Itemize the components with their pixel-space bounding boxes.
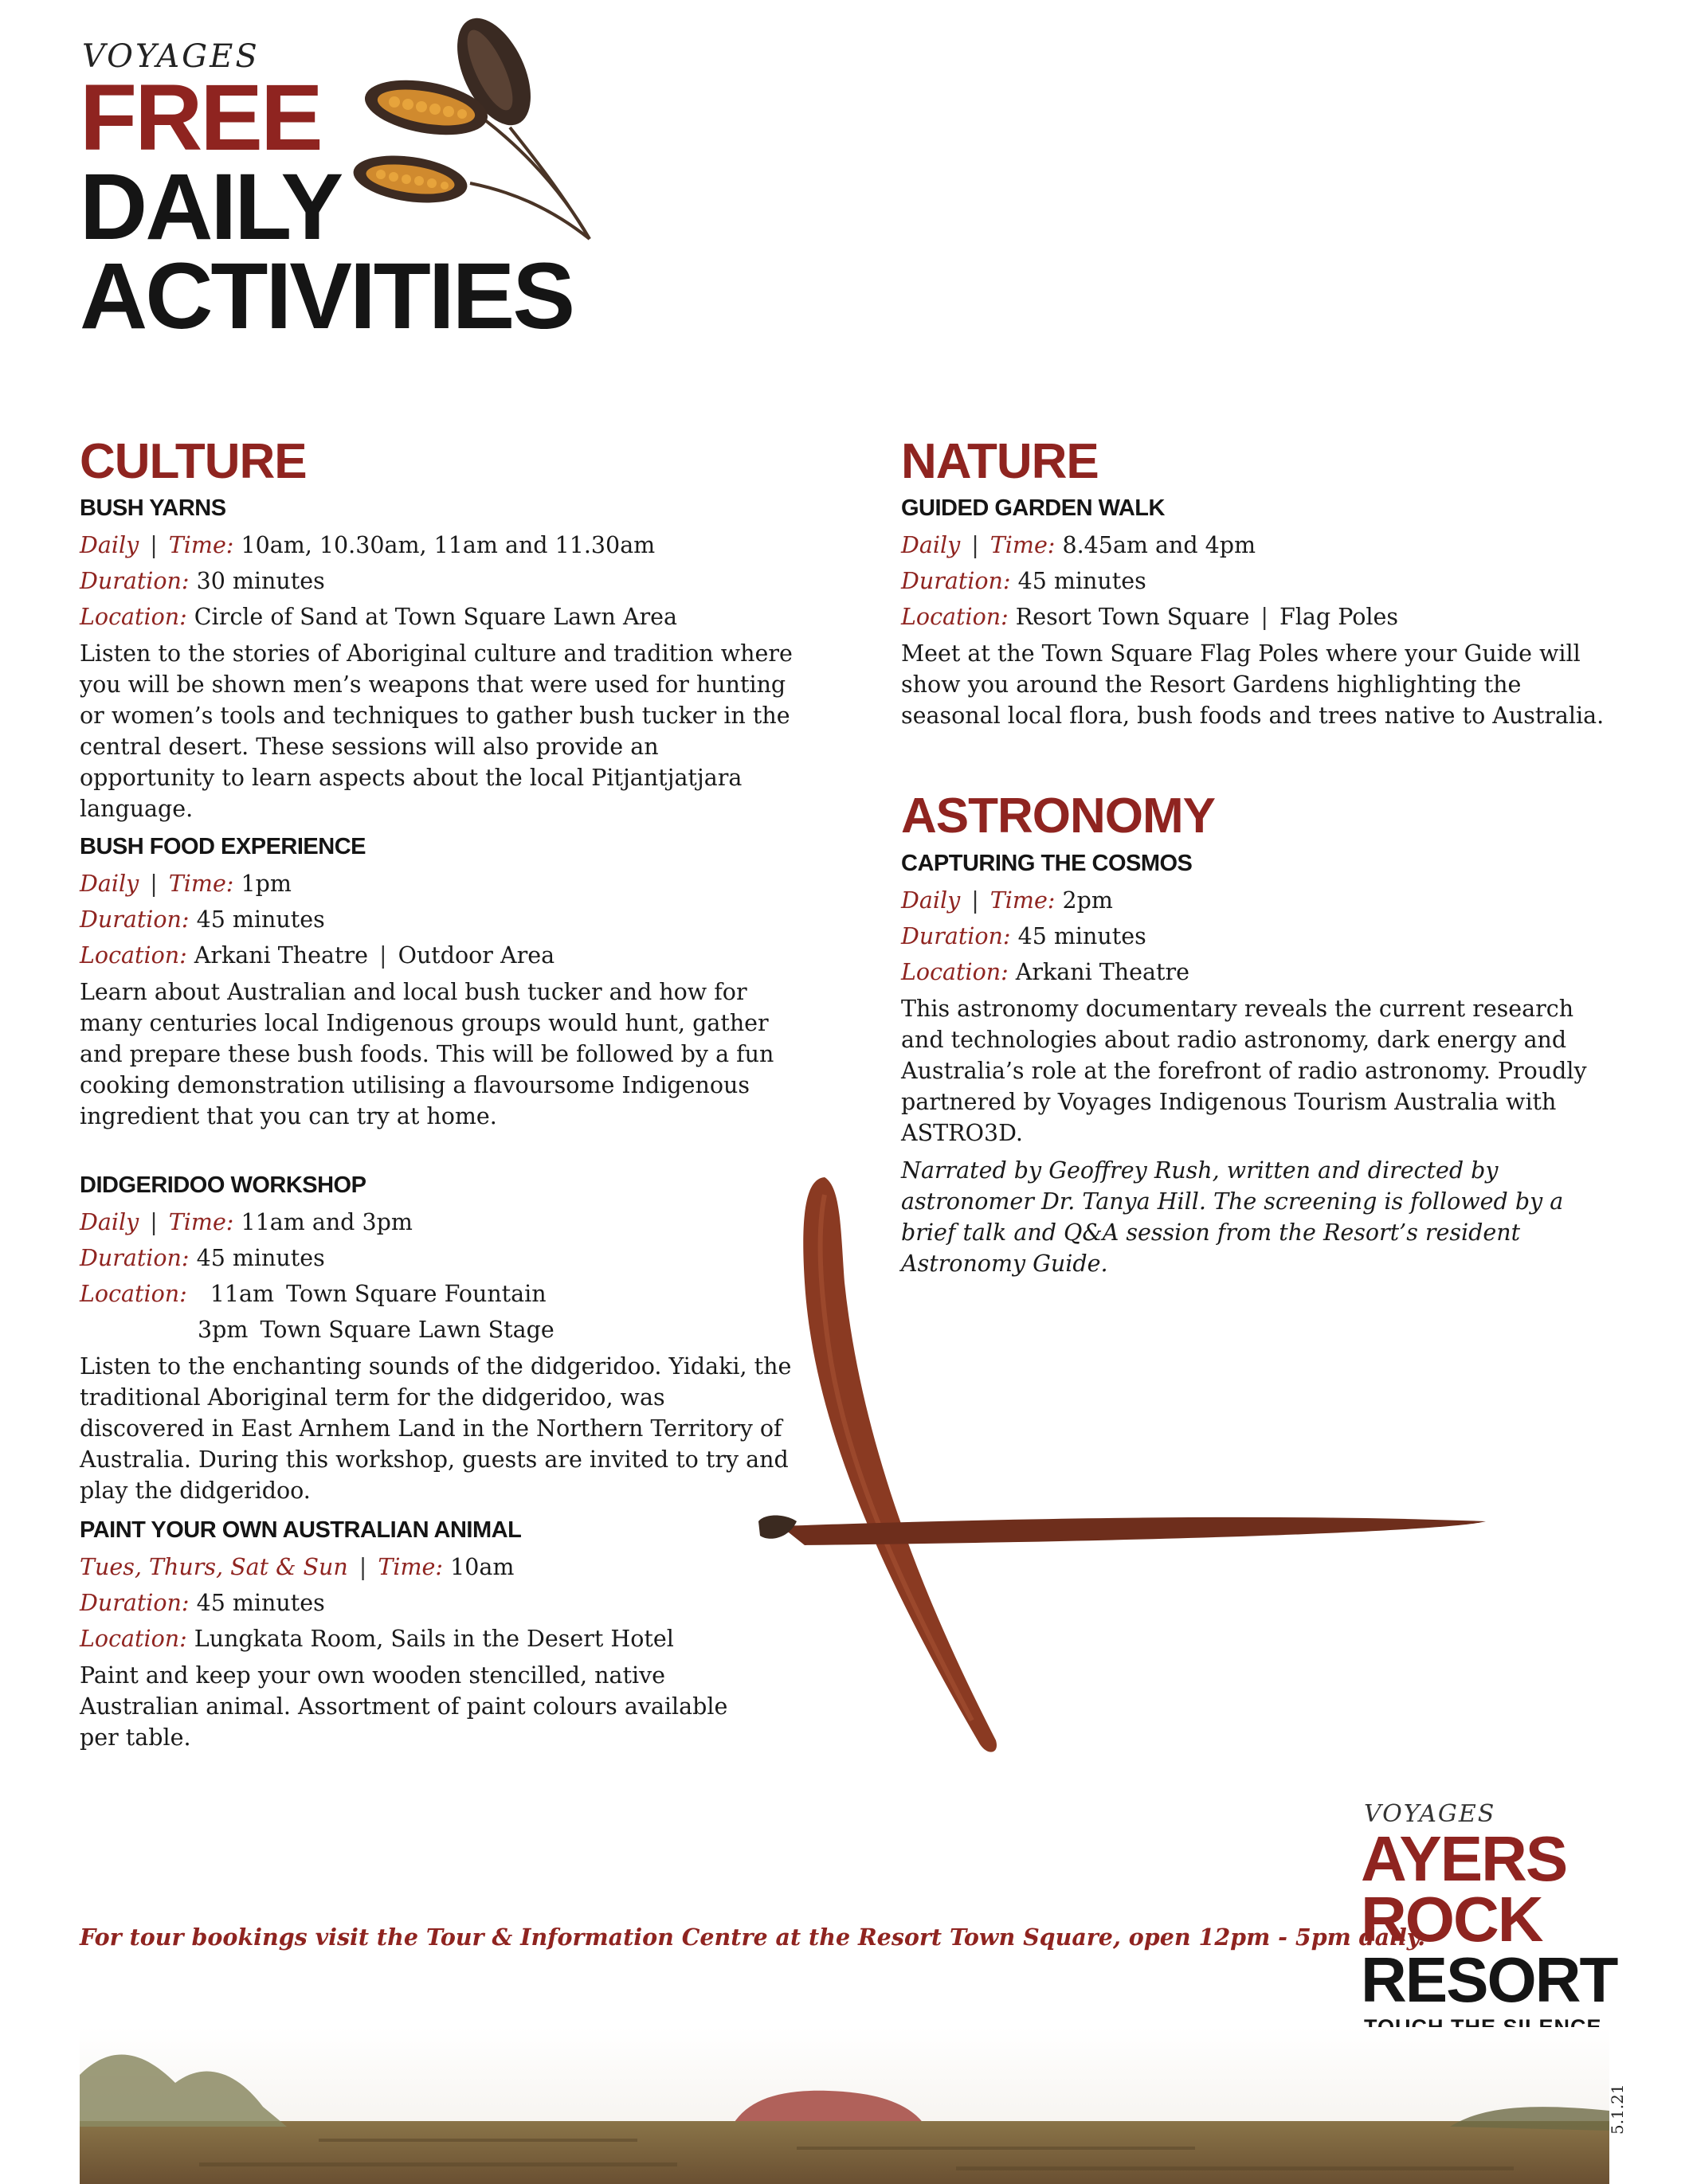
duration-line xyxy=(901,563,1618,599)
brand-voyages: VOYAGES xyxy=(82,38,260,75)
separator: | xyxy=(971,532,979,558)
schedule-line xyxy=(901,527,1618,563)
location-label: Location: xyxy=(80,604,187,630)
location-line xyxy=(80,599,797,635)
location-1-place: Town Square Fountain xyxy=(286,1281,547,1307)
duration-value: 45 minutes xyxy=(1017,923,1146,949)
location-2-place: Town Square Lawn Stage xyxy=(260,1317,555,1343)
duration-label: Duration: xyxy=(80,1245,190,1271)
activity-description: Paint and keep your own wooden stencilled, native Australian animal. Assortment of paint colours available per table. xyxy=(80,1662,728,1751)
location-value: Circle of Sand at Town Square Lawn Area xyxy=(194,604,678,630)
daily-label: Daily xyxy=(901,887,961,914)
schedule-line xyxy=(80,866,797,902)
location-label: Location: xyxy=(901,604,1009,630)
nature-heading: NATURE xyxy=(901,434,1099,489)
location-line xyxy=(901,954,1618,990)
activity-title: CAPTURING THE COSMOS xyxy=(901,851,1193,876)
daily-label: Daily xyxy=(80,532,139,558)
location-value-a: Arkani Theatre xyxy=(194,942,368,969)
activity-description: Learn about Australian and local bush tucker and how for many centuries local Indigenous groups would hunt, gather and prepare these bush foods. This will be followed by a fun cooking demonstration utilising a flavoursome Indigenous ingredient that you can try at home. xyxy=(80,979,774,1129)
time-value: 2pm xyxy=(1062,887,1113,914)
duration-value: 45 minutes xyxy=(196,1245,325,1271)
duration-value: 45 minutes xyxy=(1017,568,1146,594)
location-value: Arkani Theatre xyxy=(1015,959,1189,985)
separator: | xyxy=(971,887,979,914)
separator: | xyxy=(150,532,158,558)
location-line xyxy=(80,1276,797,1312)
location-value-b: Flag Poles xyxy=(1279,604,1399,630)
activity-title: PAINT YOUR OWN AUSTRALIAN ANIMAL xyxy=(80,1517,522,1543)
culture-heading: CULTURE xyxy=(80,434,307,489)
location-label: Location: xyxy=(80,1281,187,1307)
duration-label: Duration: xyxy=(901,568,1011,594)
resort-logo-resort: RESORT xyxy=(1361,1944,1617,2015)
daily-label: Daily xyxy=(901,532,961,558)
location-value: Lungkata Room, Sails in the Desert Hotel xyxy=(194,1626,674,1652)
time-label: Time: xyxy=(989,532,1056,558)
activity-paint-animal xyxy=(80,1516,797,1753)
time-value: 10am xyxy=(450,1554,515,1580)
activity-description: Listen to the enchanting sounds of the didgeridoo. Yidaki, the traditional Aboriginal term for the didgeridoo, was discovered in East Arnhem Land in the Northern Territory of Australia. During this workshop, guests are invited to try and play the didgeridoo. xyxy=(80,1353,792,1504)
duration-line xyxy=(80,563,797,599)
location-1-time: 11am xyxy=(210,1281,275,1307)
duration-label: Duration: xyxy=(901,923,1011,949)
activity-title: GUIDED GARDEN WALK xyxy=(901,495,1165,521)
time-value: 10am, 10.30am, 11am and 11.30am xyxy=(241,532,656,558)
boomerang-spear-illustration xyxy=(757,1171,1498,1760)
location-line xyxy=(80,1621,797,1657)
activity-bush-yarns xyxy=(80,494,797,824)
activity-description: Meet at the Town Square Flag Poles where your Guide will show you around the Resort Gardens highlighting the seasonal local flora, bush foods and trees native to Australia. xyxy=(901,640,1605,729)
location-label: Location: xyxy=(901,959,1009,985)
resort-logo-ayers: AYERS xyxy=(1361,1823,1567,1894)
activity-title: BUSH FOOD EXPERIENCE xyxy=(80,834,366,859)
schedule-line xyxy=(80,1549,797,1585)
separator: | xyxy=(150,871,158,897)
duration-label: Duration: xyxy=(80,568,190,594)
booking-note: For tour bookings visit the Tour & Information Centre at the Resort Town Square, open 12pm - 5pm daily. xyxy=(80,1924,1426,1951)
activity-description: This astronomy documentary reveals the current research and technologies about radio astronomy, dark energy and Australia’s role at the forefront of radio astronomy. Proudly partnered by Voyages Indigenous Tourism Australia with ASTRO3D. xyxy=(901,996,1587,1146)
seed-pods-illustration xyxy=(351,8,613,247)
time-label: Time: xyxy=(168,871,234,897)
duration-value: 45 minutes xyxy=(196,1590,325,1616)
schedule-line xyxy=(80,527,797,563)
astronomy-heading: ASTRONOMY xyxy=(901,789,1215,843)
location-2-time: 3pm xyxy=(198,1317,249,1343)
duration-line xyxy=(80,1585,797,1621)
daily-label: Daily xyxy=(80,871,139,897)
screening-note: Narrated by Geoffrey Rush, written and directed by astronomer Dr. Tanya Hill. The screening is followed by a brief talk and Q&A session from the Resort’s resident Astronomy Guide. xyxy=(901,1157,1564,1277)
time-label: Time: xyxy=(989,887,1056,914)
activity-title: BUSH YARNS xyxy=(80,495,226,521)
activity-didgeridoo xyxy=(80,1171,797,1506)
time-label: Time: xyxy=(168,532,234,558)
time-label: Time: xyxy=(168,1209,234,1235)
title-activities: ACTIVITIES xyxy=(80,244,574,349)
duration-value: 45 minutes xyxy=(196,906,325,933)
uluru-landscape-image xyxy=(80,2027,1609,2184)
activity-garden-walk xyxy=(901,494,1618,731)
location-value-b: Outdoor Area xyxy=(398,942,555,969)
title-daily: DAILY xyxy=(80,155,342,260)
duration-value: 30 minutes xyxy=(196,568,325,594)
location-label: Location: xyxy=(80,942,187,969)
location-line-2 xyxy=(80,1312,797,1348)
days-label: Tues, Thurs, Sat & Sun xyxy=(80,1554,348,1580)
time-value: 1pm xyxy=(241,871,292,897)
version-code: 5.1.21 xyxy=(1608,2084,1627,2135)
activity-bush-food xyxy=(80,832,797,1132)
duration-line xyxy=(80,1240,797,1276)
schedule-line xyxy=(80,1204,797,1240)
duration-label: Duration: xyxy=(80,906,190,933)
time-label: Time: xyxy=(378,1554,443,1580)
duration-line xyxy=(80,902,797,937)
separator: | xyxy=(1260,604,1269,630)
separator: | xyxy=(359,1554,367,1580)
duration-label: Duration: xyxy=(80,1590,190,1616)
activity-description: Listen to the stories of Aboriginal culture and tradition where you will be shown men’s weapons that were used for hunting or women’s tools and techniques to gather bush tucker in the central desert. These sessions will also provide an opportunity to learn aspects about the local Pitjantjatjara language. xyxy=(80,640,793,822)
duration-line xyxy=(901,918,1618,954)
resort-logo-rock: ROCK xyxy=(1361,1884,1542,1955)
activity-title: DIDGERIDOO WORKSHOP xyxy=(80,1172,366,1198)
title-free: FREE xyxy=(80,65,321,170)
schedule-line xyxy=(901,883,1618,918)
resort-logo-brand: VOYAGES xyxy=(1364,1800,1496,1828)
location-label: Location: xyxy=(80,1626,187,1652)
location-line xyxy=(80,937,797,973)
separator: | xyxy=(378,942,387,969)
time-value: 11am and 3pm xyxy=(241,1209,413,1235)
separator: | xyxy=(150,1209,158,1235)
location-value-a: Resort Town Square xyxy=(1015,604,1250,630)
location-line xyxy=(901,599,1618,635)
time-value: 8.45am and 4pm xyxy=(1062,532,1256,558)
daily-label: Daily xyxy=(80,1209,139,1235)
